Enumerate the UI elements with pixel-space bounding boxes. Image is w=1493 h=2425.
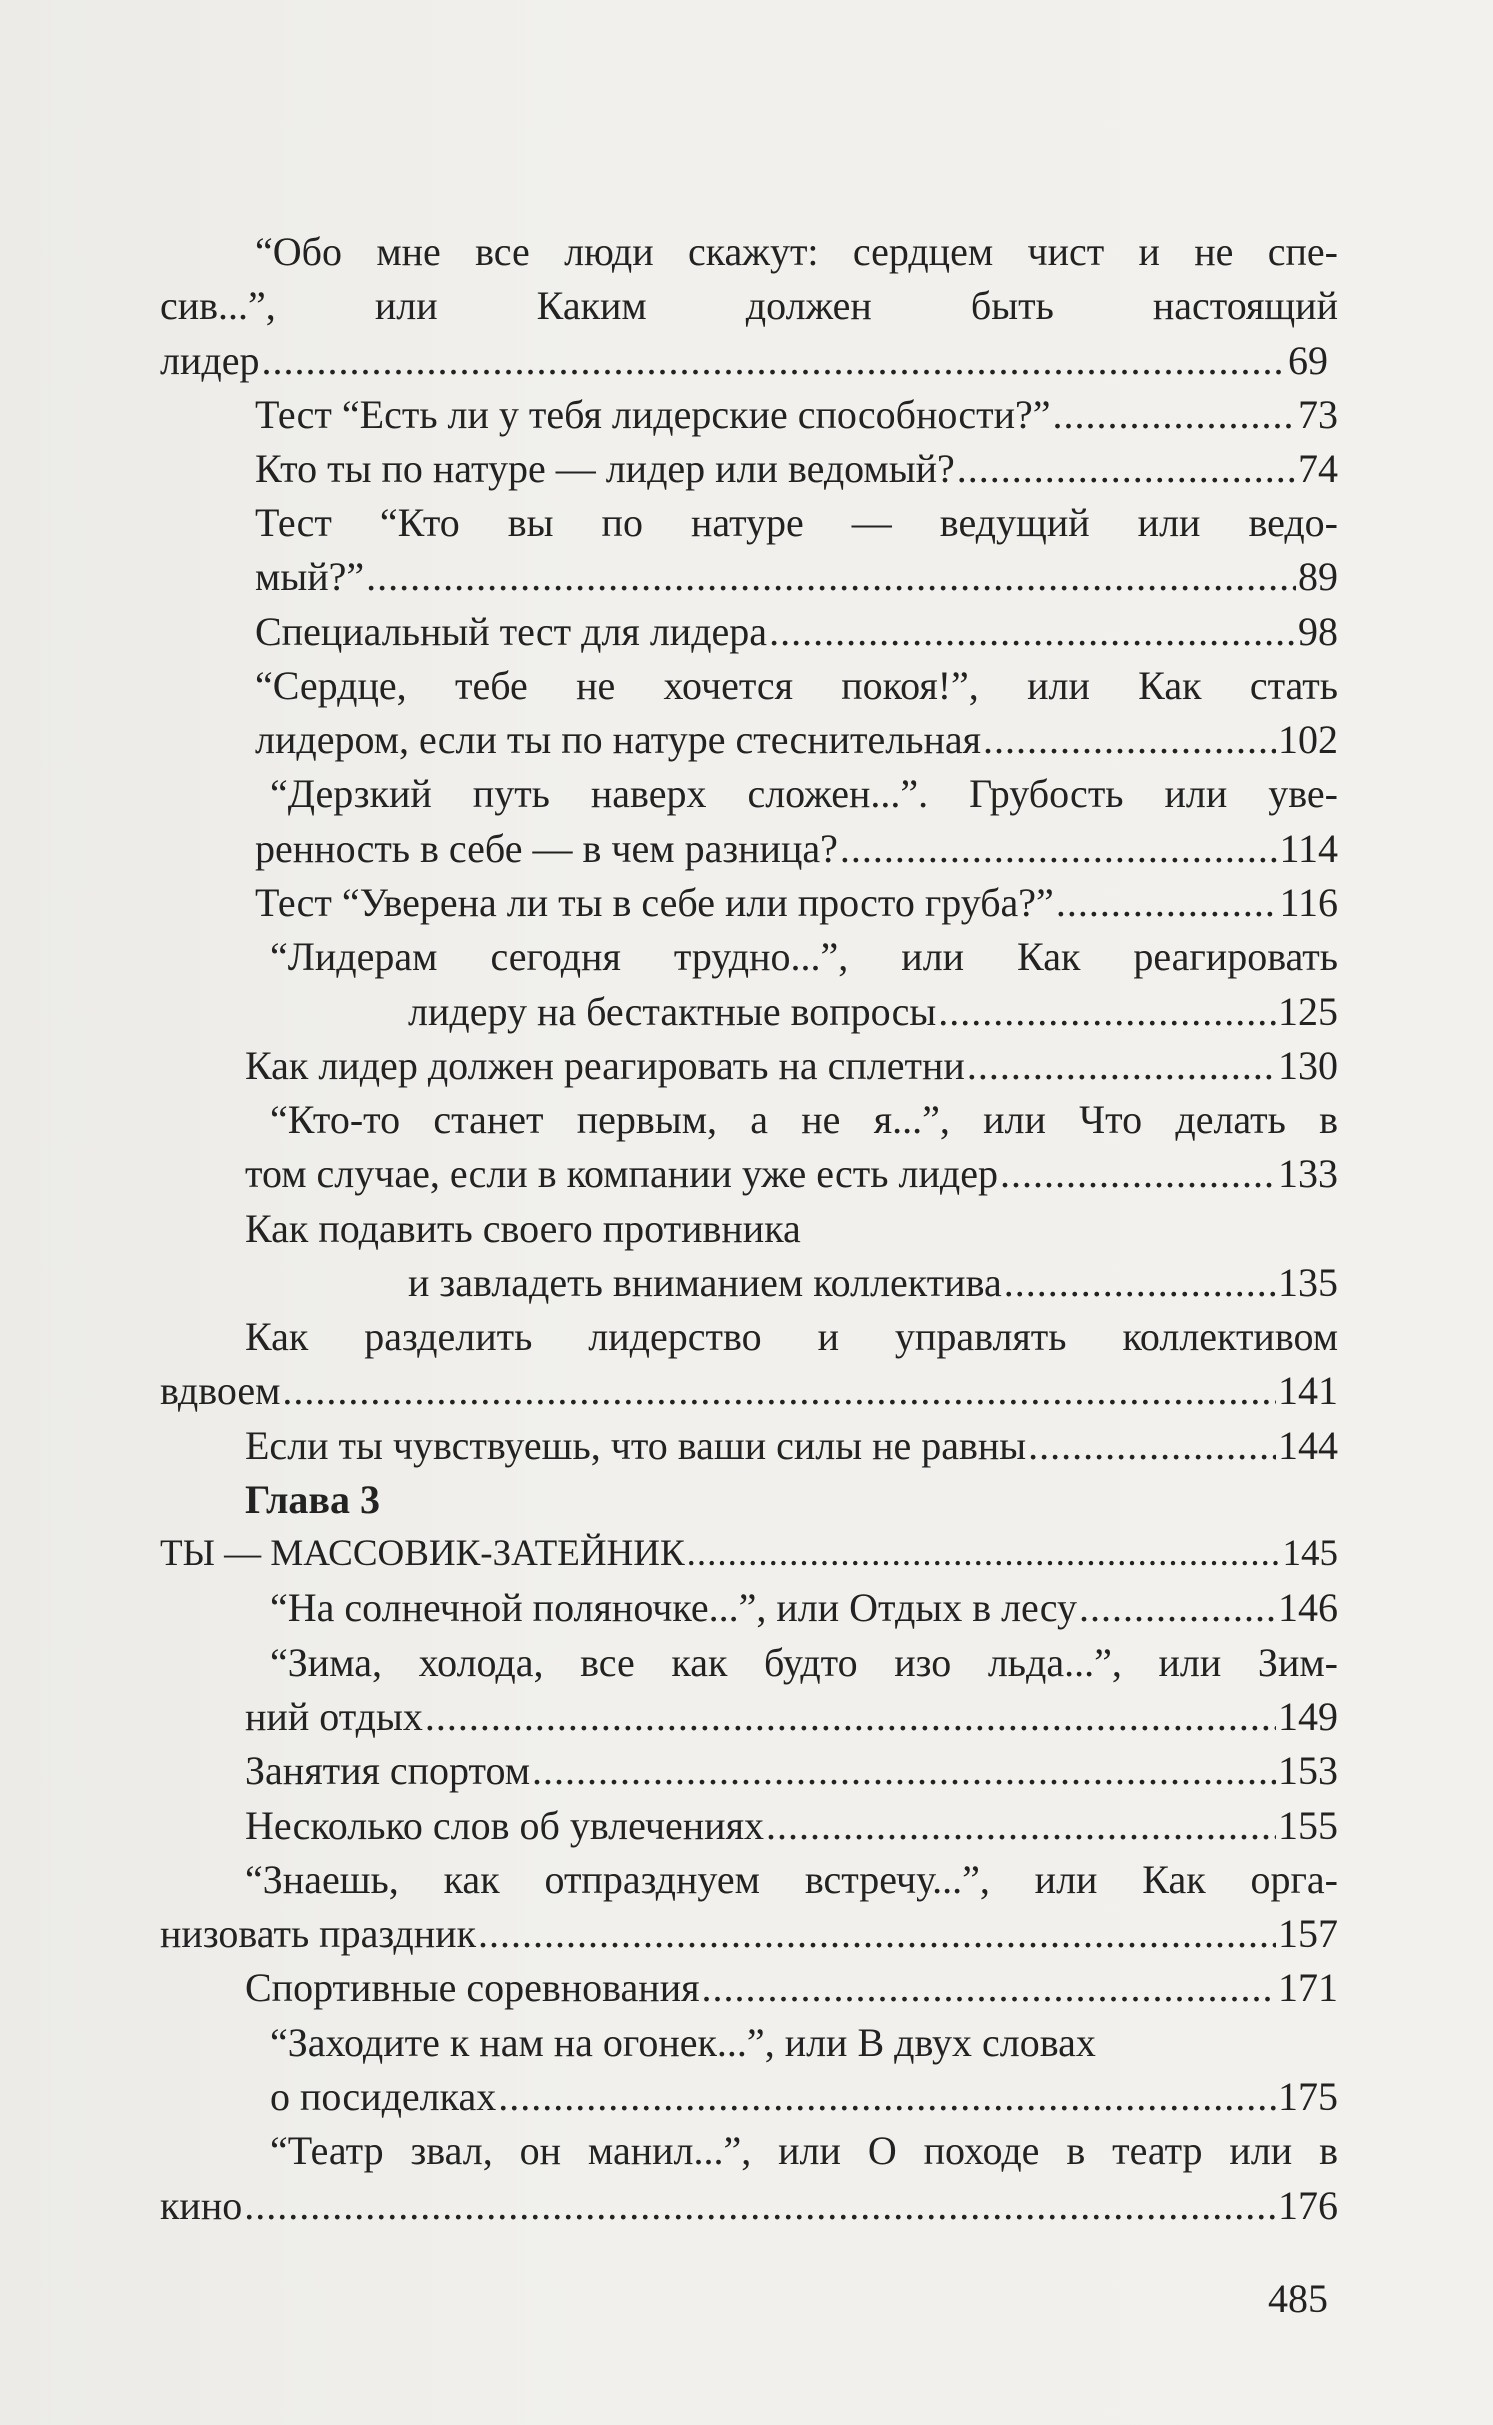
toc-entry: лидером, если ты по натуре стеснительная ..... 102	[255, 716, 1338, 764]
page-ref: 153	[1278, 1748, 1338, 1793]
page-ref: 98	[1298, 609, 1338, 654]
page-ref: 102	[1278, 717, 1338, 762]
page-ref: 171	[1278, 1965, 1338, 2010]
leader-dots	[769, 608, 1296, 656]
page-ref: 69	[1288, 338, 1328, 383]
page-ref: 145	[1282, 1533, 1338, 1574]
page-ref: 176	[1278, 2183, 1338, 2228]
page-number: 485	[1268, 2276, 1328, 2321]
toc-entry: и завладеть вниманием коллектива ..... 135	[408, 1259, 1338, 1307]
page-ref: 144	[1278, 1423, 1338, 1468]
leader-dots	[498, 2073, 1276, 2121]
leader-dots	[366, 553, 1296, 601]
page-ref: 135	[1278, 1260, 1338, 1305]
leader-dots	[1053, 391, 1296, 439]
toc-entry: Как лидер должен реагировать на сплетни ..... 130	[245, 1042, 1338, 1090]
leader-dots	[425, 1693, 1276, 1741]
toc-entry: ренность в себе — в чем разница? ..... 114	[255, 825, 1338, 873]
page-ref: 114	[1279, 826, 1338, 871]
chapter-heading: Глава 3	[245, 1477, 380, 1522]
toc-entry: “Кто-то станет первым, а не я...”, или Что делать в	[270, 1097, 1338, 1142]
toc-entry: “Зима, холода, все как будто изо льда...”, или Зим-	[270, 1640, 1338, 1685]
toc-entry: вдвоем ..... 141	[160, 1367, 1338, 1415]
leader-dots	[957, 445, 1296, 493]
leader-dots	[1056, 879, 1278, 927]
toc-entry: “Знаешь, как отпразднуем встречу...”, или Как орга-	[245, 1857, 1338, 1902]
leader-dots	[840, 825, 1278, 873]
toc-entry: лидер ..... 69	[160, 337, 1328, 385]
toc-entry: том случае, если в компании уже есть лидер ..... 133	[245, 1150, 1338, 1198]
leader-dots	[244, 2182, 1276, 2230]
page-ref: 130	[1278, 1043, 1338, 1088]
page-ref: 155	[1278, 1803, 1338, 1848]
toc-entry: мый?” ..... 89	[255, 553, 1338, 601]
toc-entry: Тест “Уверена ли ты в себе или просто груба?” ..... 116	[255, 879, 1338, 927]
toc-entry: Тест “Есть ли у тебя лидерские способности?” ..... 73	[255, 391, 1338, 439]
toc-entry: Кто ты по натуре — лидер или ведомый? ..... 74	[255, 445, 1338, 493]
toc-entry: лидеру на бестактные вопросы ..... 125	[408, 988, 1338, 1036]
toc-entry: Если ты чувствуешь, что ваши силы не равны ..... 144	[245, 1422, 1338, 1470]
toc-entry: “Обо мне все люди скажут: сердцем чист и не спе-	[255, 229, 1338, 274]
leader-dots	[282, 1367, 1276, 1415]
leader-dots	[687, 1530, 1281, 1578]
leader-dots	[1028, 1422, 1276, 1470]
leader-dots	[478, 1910, 1276, 1958]
page-ref: 89	[1298, 554, 1338, 599]
page-ref: 175	[1278, 2074, 1338, 2119]
leader-dots	[967, 1042, 1276, 1090]
page-ref: 116	[1279, 880, 1338, 925]
page-ref: 133	[1278, 1151, 1338, 1196]
toc-entry: кино ..... 176	[160, 2182, 1338, 2230]
toc-entry: Спортивные соревнования ..... 171	[245, 1964, 1338, 2012]
page-ref: 146	[1278, 1585, 1338, 1630]
toc-entry: о посиделках ..... 175	[270, 2073, 1338, 2121]
toc-entry: “На солнечной поляночке...”, или Отдых в лесу ..... 146	[270, 1584, 1338, 1632]
leader-dots	[532, 1747, 1276, 1795]
toc-entry: Занятия спортом ..... 153	[245, 1747, 1338, 1795]
toc-entry: “Сердце, тебе не хочется покоя!”, или Как стать	[255, 663, 1338, 708]
leader-dots	[1004, 1259, 1276, 1307]
toc-entry: Тест “Кто вы по натуре — ведущий или ведо-	[255, 500, 1338, 545]
toc-entry: Специальный тест для лидера ..... 98	[255, 608, 1338, 656]
toc-entry: Как разделить лидерство и управлять коллективом	[245, 1314, 1338, 1359]
page-ref: 74	[1298, 446, 1338, 491]
toc-entry: сив...”, или Каким должен быть настоящий	[160, 283, 1338, 328]
leader-dots	[766, 1802, 1276, 1850]
page-ref: 73	[1298, 392, 1338, 437]
toc-entry: низовать праздник ..... 157	[160, 1910, 1338, 1958]
toc-entry: Несколько слов об увлечениях ..... 155	[245, 1802, 1338, 1850]
leader-dots	[261, 337, 1286, 385]
leader-dots	[1079, 1584, 1276, 1632]
toc-entry: “Дерзкий путь наверх сложен...”. Грубость или уве-	[270, 771, 1338, 816]
toc-entry: “Театр звал, он манил...”, или О походе в театр или в	[270, 2128, 1338, 2173]
leader-dots	[938, 988, 1276, 1036]
toc-entry: “Лидерам сегодня трудно...”, или Как реагировать	[270, 934, 1338, 979]
leader-dots	[702, 1964, 1277, 2012]
chapter-title: ТЫ — МАССОВИК-ЗАТЕЙНИК ..... 145	[160, 1530, 1338, 1578]
toc-entry: ний отдых ..... 149	[245, 1693, 1338, 1741]
toc-entry: Как подавить своего противника	[245, 1206, 801, 1251]
leader-dots	[1000, 1150, 1276, 1198]
page-ref: 149	[1278, 1694, 1338, 1739]
toc-entry: “Заходите к нам на огонек...”, или В двух словах	[270, 2020, 1096, 2065]
leader-dots	[983, 716, 1276, 764]
page-ref: 125	[1278, 989, 1338, 1034]
page-ref: 157	[1278, 1911, 1338, 1956]
page-ref: 141	[1278, 1368, 1338, 1413]
